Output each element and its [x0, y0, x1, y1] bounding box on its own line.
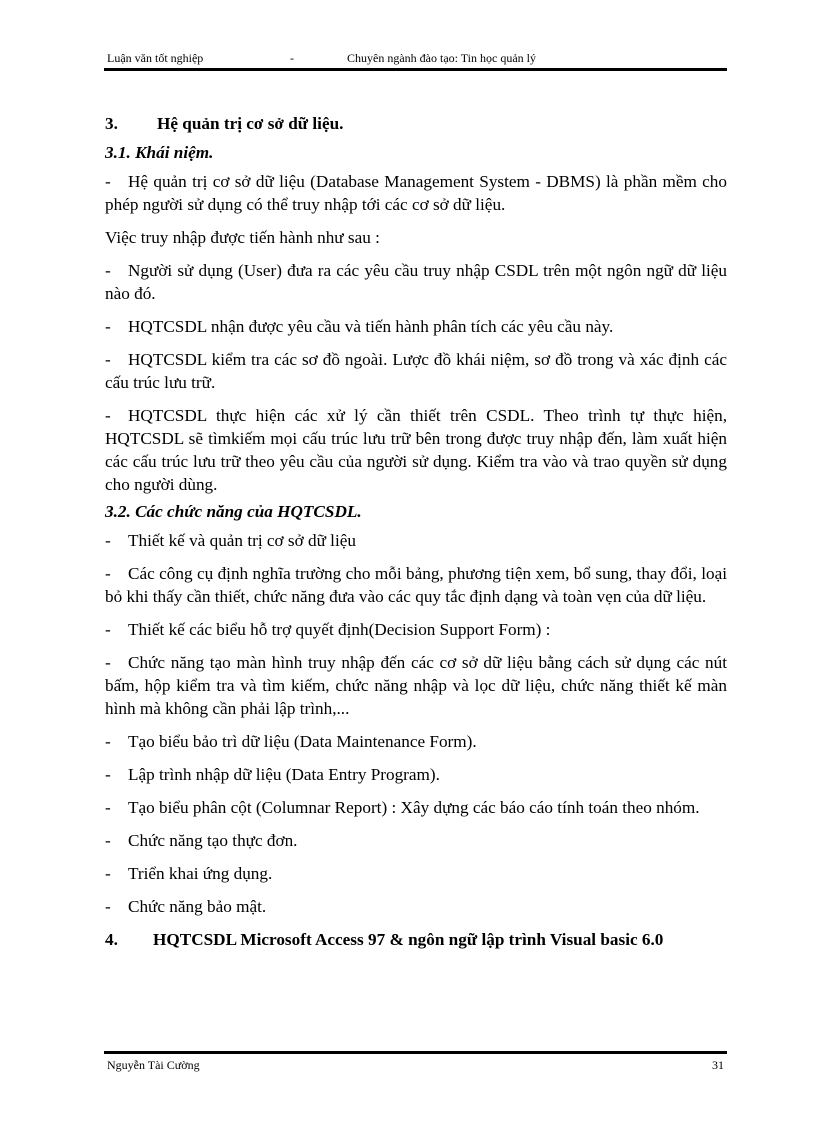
section-3-heading [105, 112, 727, 135]
paragraph: - Các công cụ định nghĩa trường cho mỗi bảng, phương tiện xem, bổ sung, thay đổi, loại bỏ khi thấy cần thiết, chức năng đưa vào các quy tắc định dạng và toàn vẹn của dữ liệu. [105, 564, 727, 606]
paragraph: - Thiết kế các biểu hỗ trợ quyết định(Decision Support Form) : [105, 620, 551, 639]
paragraph: - Hệ quản trị cơ sở dữ liệu (Database Management System - DBMS) là phần mềm cho phép người sử dụng có thể truy nhập tới các cơ sở dữ liệu. [105, 172, 727, 214]
paragraph: - Chức năng tạo màn hình truy nhập đến các cơ sở dữ liệu bằng cách sử dụng các nút bấm, hộp kiểm tra và tìm kiếm, chức năng nhập và lọc dữ liệu, chức năng thiết kế màn hình mà không cần phải lập trình,... [105, 653, 727, 718]
paragraph: - Người sử dụng (User) đưa ra các yêu cầu truy nhập CSDL trên một ngôn ngữ dữ liệu nào đó. [105, 261, 727, 303]
header-thesis-label: Luận văn tốt nghiệp [107, 51, 204, 65]
header-divider [104, 68, 727, 71]
paragraph: Việc truy nhập được tiến hành như sau : [105, 228, 380, 247]
document-body [105, 112, 727, 951]
section-3-2-heading: 3.2. Các chức năng của HQTCSDL. [105, 502, 362, 521]
paragraph: - Chức năng bảo mật. [105, 897, 267, 916]
section-4-heading [105, 928, 727, 951]
paragraph: - Tạo biểu bảo trì dữ liệu (Data Maintenance Form). [105, 732, 477, 751]
paragraph: - Triển khai ứng dụng. [105, 864, 273, 883]
page-number: 31 [712, 1058, 724, 1072]
header-separator: - [290, 51, 294, 65]
page-footer [107, 1058, 724, 1074]
paragraph: - HQTCSDL thực hiện các xử lý cần thiết trên CSDL. Theo trình tự thực hiện, HQTCSDL sẽ tìmkiếm mọi cấu trúc lưu trữ bên trong được truy nhập đến, làm xuất hiện các cấu trúc lưu trữ theo yêu cầu của người sử dụng. Kiểm tra vào và trao quyền sử dụng cho người dùng. [105, 406, 727, 494]
footer-divider [104, 1051, 727, 1054]
paragraph: - Lập trình nhập dữ liệu (Data Entry Program). [105, 765, 440, 784]
section-3-1-heading: 3.1. Khái niệm. [105, 143, 214, 162]
section-4-number: 4. [105, 930, 118, 949]
section-4-title: HQTCSDL Microsoft Access 97 & ngôn ngữ lập trình Visual basic 6.0 [153, 930, 664, 949]
paragraph: - Tạo biểu phân cột (Columnar Report) : Xây dựng các báo cáo tính toán theo nhóm. [105, 798, 700, 817]
footer-author: Nguyễn Tài Cường [107, 1058, 200, 1072]
page-header [107, 51, 727, 67]
paragraph: - HQTCSDL nhận được yêu cầu và tiến hành phân tích các yêu cầu này. [105, 317, 614, 336]
paragraph: - Thiết kế và quản trị cơ sở dữ liệu [105, 531, 356, 550]
paragraph: - HQTCSDL kiểm tra các sơ đồ ngoài. Lược đồ khái niệm, sơ đồ trong và xác định các cấu trúc lưu trữ. [105, 350, 727, 392]
section-3-number: 3. [105, 114, 118, 133]
paragraph: - Chức năng tạo thực đơn. [105, 831, 298, 850]
header-major-label: Chuyên ngành đào tạo: Tin học quản lý [347, 51, 536, 65]
section-3-title: Hệ quản trị cơ sở dữ liệu. [157, 114, 344, 133]
